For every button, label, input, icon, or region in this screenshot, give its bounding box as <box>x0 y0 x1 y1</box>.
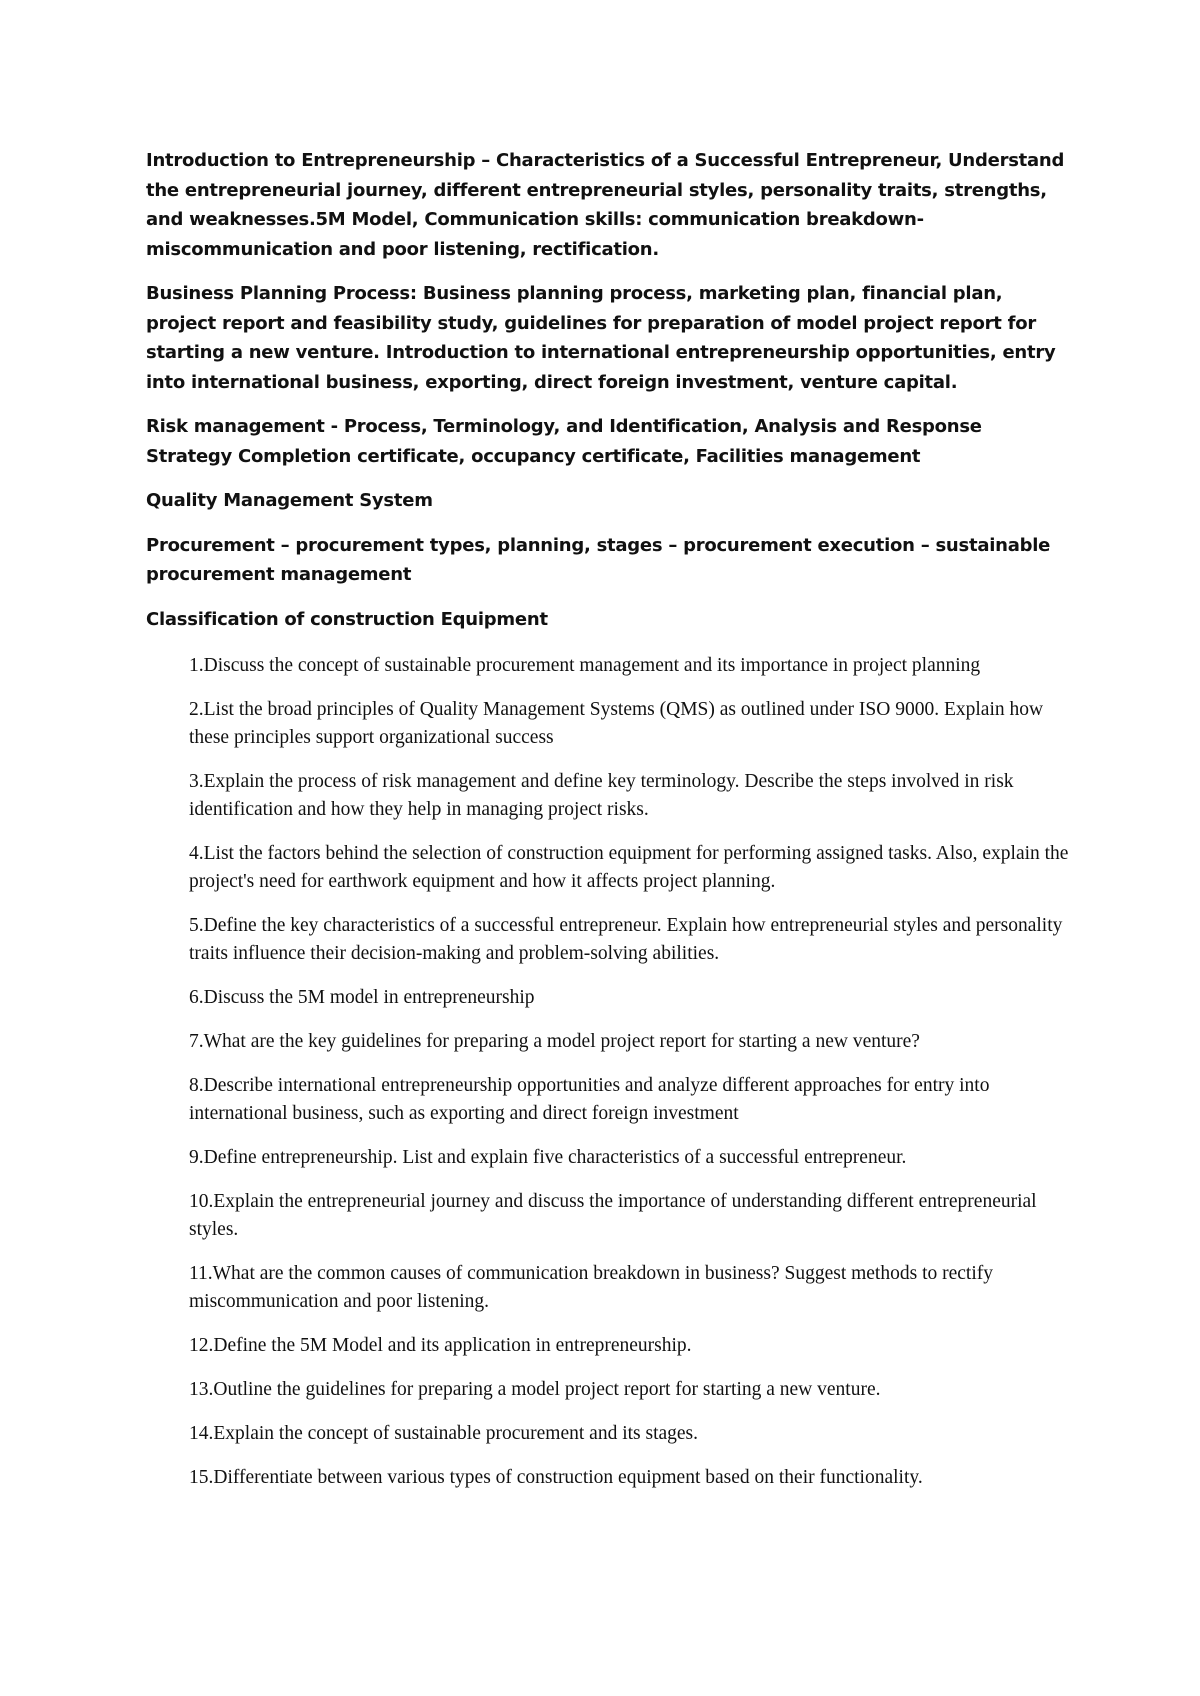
question-item: 8.Describe international entrepreneurship opportunities and analyze different approaches for entry into international business, such as exporting and direct foreign investment <box>189 1075 990 1124</box>
question-item: 11.What are the common causes of communication breakdown in business? Suggest methods to rectify miscommunication and poor listening. <box>189 1263 993 1312</box>
question-item: 1.Discuss the concept of sustainable procurement management and its importance in project planning <box>189 655 981 676</box>
question-item: 4.List the factors behind the selection of construction equipment for performing assigned tasks. Also, explain the project's need for earthwork equipment and how it affects project planning. <box>189 843 1069 892</box>
question-item: 14.Explain the concept of sustainable procurement and its stages. <box>189 1423 699 1444</box>
topic-business-planning: Business Planning Process: Business planning process, marketing plan, financial plan, project report and feasibility study, guidelines for preparation of model project report for starting a new venture. Introduction to international entrepreneurship opportunities, entry into international business, exporting, direct foreign investment, venture capital. <box>146 283 1056 393</box>
topic-entrepreneurship: Introduction to Entrepreneurship – Characteristics of a Successful Entrepreneur, Understand the entrepreneurial journey, different entrepreneurial styles, personality traits, strengths, and weaknesses.5M Model, Communication skills: communication breakdown- miscommunication and poor listening, rectification. <box>146 150 1065 260</box>
syllabus-section <box>146 146 1066 649</box>
question-list <box>189 652 1069 1508</box>
question-item: 12.Define the 5M Model and its application in entrepreneurship. <box>189 1335 692 1356</box>
question-item: 3.Explain the process of risk management and define key terminology. Describe the steps involved in risk identification and how they help in managing project risks. <box>189 771 1014 820</box>
question-item: 10.Explain the entrepreneurial journey and discuss the importance of understanding different entrepreneurial styles. <box>189 1191 1037 1240</box>
topic-risk-management: Risk management - Process, Terminology, and Identification, Analysis and Response Strategy Completion certificate, occupancy certificate, Facilities management <box>146 416 982 467</box>
topic-construction-equipment: Classification of construction Equipment <box>146 608 548 630</box>
topic-procurement: Procurement – procurement types, planning, stages – procurement execution – sustainable procurement management <box>146 534 1051 585</box>
topic-quality-management: Quality Management System <box>146 490 433 511</box>
question-item: 6.Discuss the 5M model in entrepreneurship <box>189 987 535 1008</box>
question-item: 9.Define entrepreneurship. List and explain five characteristics of a successful entrepreneur. <box>189 1147 907 1168</box>
question-item: 2.List the broad principles of Quality Management Systems (QMS) as outlined under ISO 9000. Explain how these principles support organizational success <box>189 699 1044 748</box>
question-item: 15.Differentiate between various types of construction equipment based on their functionality. <box>189 1467 923 1488</box>
question-item: 13.Outline the guidelines for preparing a model project report for starting a new venture. <box>189 1379 881 1400</box>
question-item: 5.Define the key characteristics of a successful entrepreneur. Explain how entrepreneurial styles and personality traits influence their decision-making and problem-solving abilities. <box>189 915 1063 964</box>
question-item: 7.What are the key guidelines for preparing a model project report for starting a new venture? <box>189 1031 920 1052</box>
